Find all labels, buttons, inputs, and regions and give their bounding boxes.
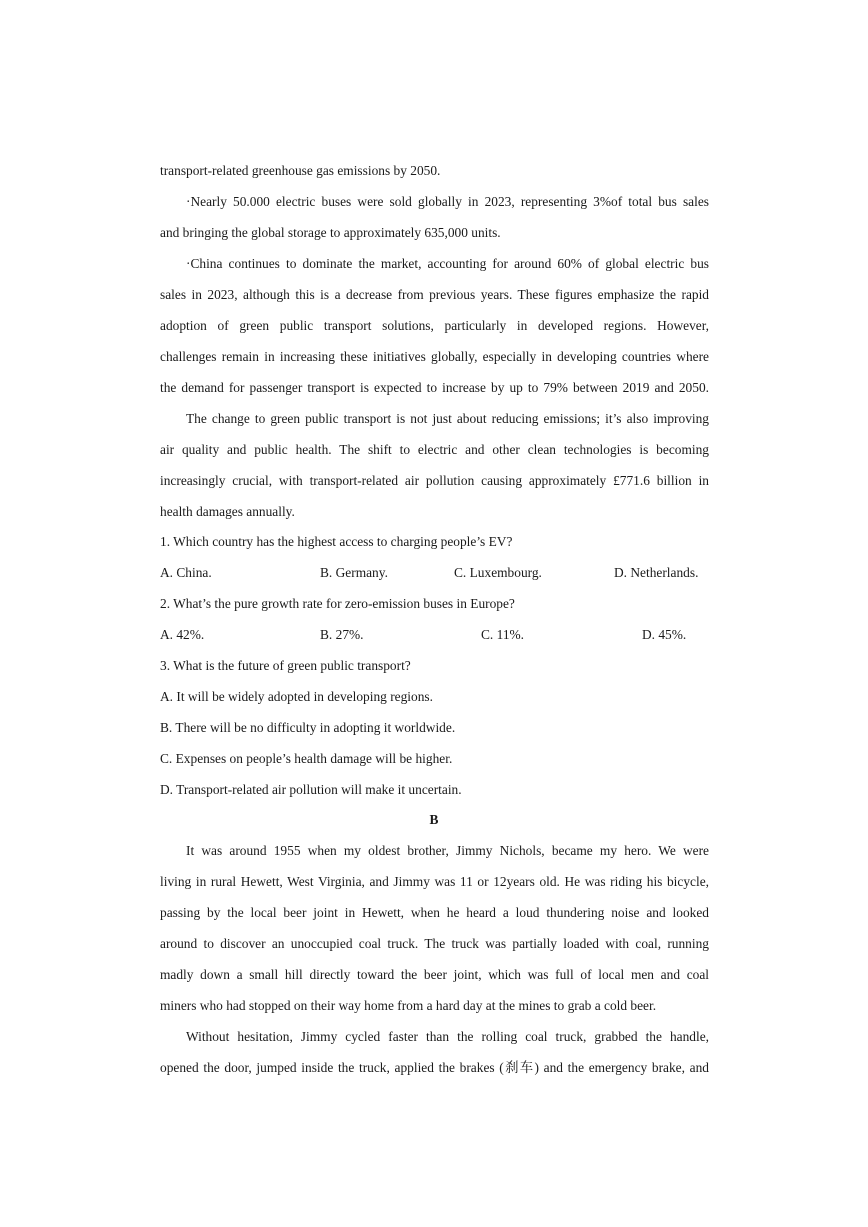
question-3-option-c[interactable]: C. Expenses on people’s health damage will be higher. [160,751,453,766]
passage-a-line-11: increasingly crucial, with transport-related air pollution causing approximately £771.6 billion in [160,473,709,488]
passage-b-line-6: miners who had stopped on their way home from a hard day at the mines to grab a cold beer. [160,998,657,1013]
passage-a-line-1: transport-related greenhouse gas emissions by 2050. [160,163,441,178]
passage-b-line-3: passing by the local beer joint in Hewett, when he heard a loud thundering noise and looked [160,905,709,920]
question-3-option-a[interactable]: A. It will be widely adopted in developing regions. [160,689,433,704]
passage-a-line-3: and bringing the global storage to approximately 635,000 units. [160,225,501,240]
passage-b-line-2: living in rural Hewett, West Virginia, and Jimmy was 11 or 12years old. He was riding his bicycle, [160,874,709,889]
passage-b-line-4: around to discover an unoccupied coal truck. The truck was partially loaded with coal, running [160,936,709,951]
passage-a-line-7: challenges remain in increasing these initiatives globally, especially in developing countries where [160,349,709,364]
question-1-option-b[interactable]: B. Germany. [320,565,388,580]
passage-b-line-7: Without hesitation, Jimmy cycled faster than the rolling coal truck, grabbed the handle, [186,1029,709,1044]
question-1-option-c[interactable]: C. Luxembourg. [454,565,542,580]
question-2-stem: 2. What’s the pure growth rate for zero-emission buses in Europe? [160,596,515,611]
question-3-stem: 3. What is the future of green public transport? [160,658,411,673]
passage-a-line-5: sales in 2023, although this is a decrease from previous years. These figures emphasize the rapid [160,287,709,302]
passage-a-line-8: the demand for passenger transport is expected to increase by up to 79% between 2019 and 2050. [160,380,709,395]
passage-b-line-8: opened the door, jumped inside the truck, applied the brakes (刹车) and the emergency brake, and [160,1060,709,1075]
question-2-option-c[interactable]: C. 11%. [481,627,525,642]
question-3-option-d[interactable]: D. Transport-related air pollution will make it uncertain. [160,782,462,797]
question-2-option-b[interactable]: B. 27%. [320,627,364,642]
question-1-option-a[interactable]: A. China. [160,565,212,580]
question-1-option-d[interactable]: D. Netherlands. [614,565,699,580]
question-1-stem: 1. Which country has the highest access to charging people’s EV? [160,534,513,549]
passage-a-line-6: adoption of green public transport solutions, particularly in developed regions. However, [160,318,709,333]
passage-b-line-5: madly down a small hill directly toward the beer joint, which was full of local men and coal [160,967,709,982]
question-2-option-d[interactable]: D. 45%. [642,627,687,642]
question-2-option-a[interactable]: A. 42%. [160,627,205,642]
passage-a-line-10: air quality and public health. The shift to electric and other clean technologies is becoming [160,442,709,457]
passage-b-line-1: It was around 1955 when my oldest brother, Jimmy Nichols, became my hero. We were [186,843,709,858]
passage-a-line-4: ·China continues to dominate the market, accounting for around 60% of global electric bus [186,256,709,271]
section-b-heading: B [429,812,439,827]
passage-a-line-9: The change to green public transport is not just about reducing emissions; it’s also improving [186,411,709,426]
passage-a-line-12: health damages annually. [160,504,295,519]
question-3-option-b[interactable]: B. There will be no difficulty in adopting it worldwide. [160,720,456,735]
passage-a-line-2: ·Nearly 50.000 electric buses were sold globally in 2023, representing 3%of total bus sales [186,194,709,209]
